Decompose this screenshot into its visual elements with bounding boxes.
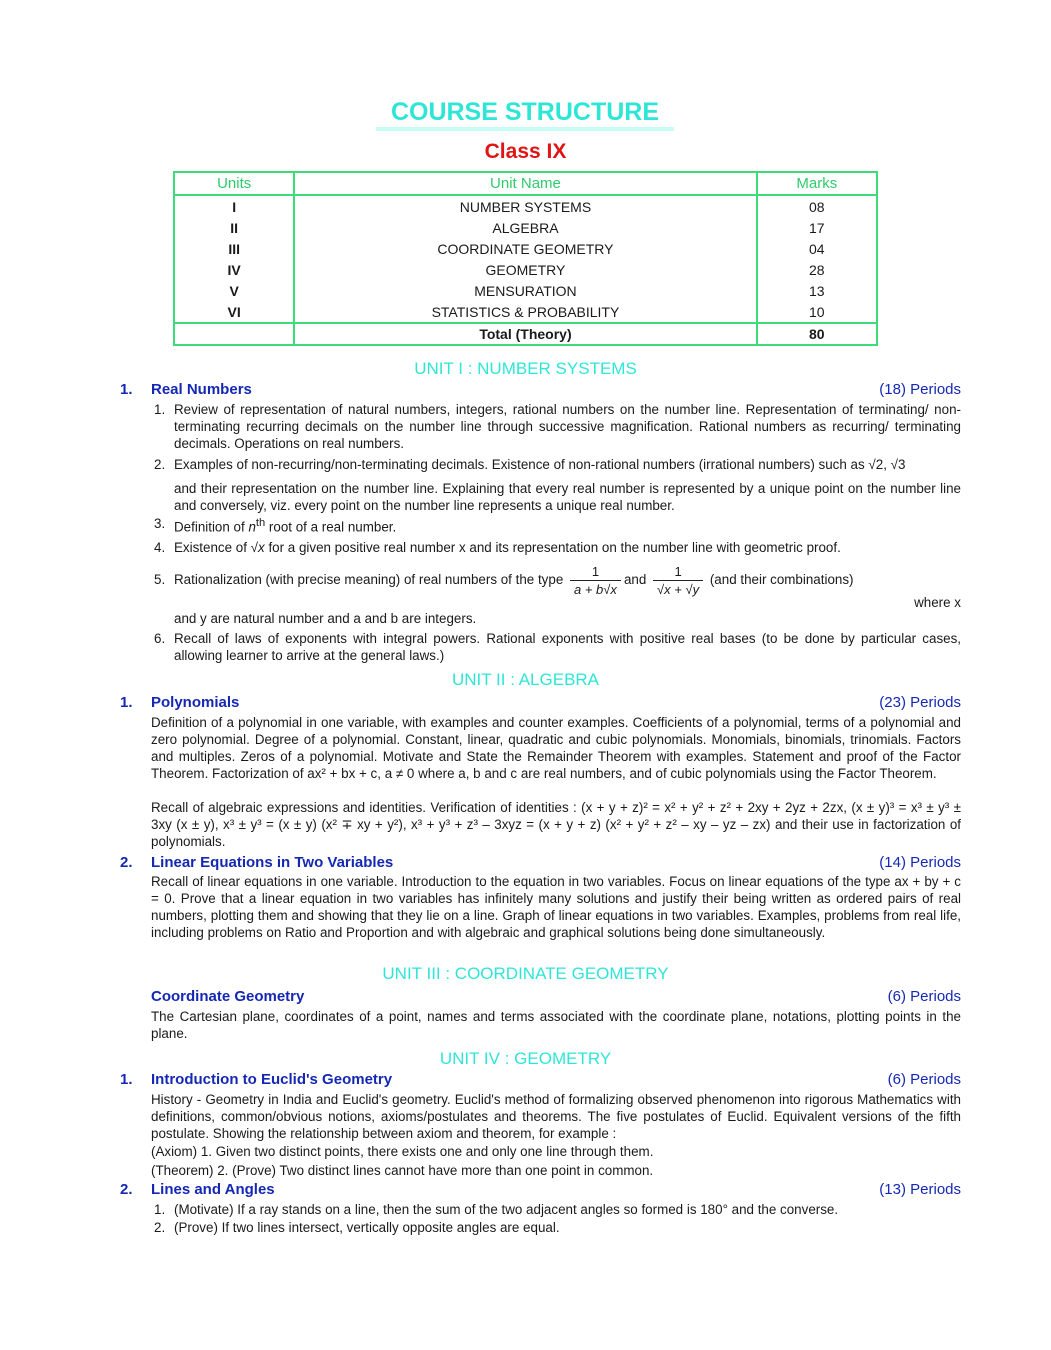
topic-periods: (18) Periods — [879, 381, 961, 398]
unit-heading-geometry: UNIT IV : GEOMETRY — [439, 1049, 612, 1068]
item-text: Examples of non-recurring/non-terminating decimals. Existence of non-rational numbers (irrational numbers) such as √2, √3 — [174, 457, 906, 472]
paragraph: Recall of linear equations in one variable. Introduction to the equation in two variables. Focus on linear equations of the type ax + by + c = 0. Prove that a linear equation in two variables has infinitely many solutions and justify their being written as ordered pairs of real numbers, plotting them and showing that they lie on a line. Graph of linear equations in two variables. Examples, problems from real life, including problems on Ratio and Proportion and with algebraic and graphical solutions being done simultaneously. — [151, 874, 961, 940]
item-number: 2. — [154, 1220, 166, 1235]
list-item — [154, 1201, 961, 1218]
header-marks: Marks — [757, 172, 877, 195]
fraction-1 — [570, 563, 621, 598]
unit-number: IV — [174, 259, 294, 280]
total-empty-cell — [174, 323, 294, 345]
table-header-row — [174, 172, 877, 195]
item-text-part: for a given positive real number x and its representation on the number line with geometric proof. — [264, 540, 841, 555]
item-text-part: Existence of — [174, 540, 251, 555]
topic-coordinate-geometry — [120, 988, 961, 1008]
item-number: 4. — [154, 540, 166, 555]
title-underline — [376, 127, 674, 131]
fraction-numerator: 1 — [653, 563, 703, 581]
unit-heading-coordinate-geometry: UNIT III : COORDINATE GEOMETRY — [382, 964, 669, 983]
paragraph: Recall of algebraic expressions and identities. Verification of identities : (x + y + z)² = x² + y² + z² + 2xy + 2yz + 2zx, (x ± y)³ = x³ ± y³ ± 3xy (x ± y), x³ ± y³ = (x ± y) (x² ∓ xy + y²), x³ + y³ + z³ – 3xyz = (x + y + z) (x² + y² + z² – xy – yz – zx) and their use in factorization of polynomials. — [151, 800, 961, 849]
fraction-denominator: a + b√x — [574, 582, 617, 597]
item-text — [174, 515, 961, 535]
unit-name: GEOMETRY — [294, 259, 756, 280]
unit-number: V — [174, 280, 294, 301]
unit-marks: 13 — [757, 280, 877, 301]
table-row — [174, 301, 877, 323]
paragraph-axiom: (Axiom) 1. Given two distinct points, there exists one and only one line through them. — [151, 1144, 654, 1159]
list-item — [154, 539, 961, 556]
superscript: th — [255, 517, 266, 529]
unit-number: III — [174, 238, 294, 259]
item-text-part: where x — [914, 595, 961, 610]
item-number: 2. — [154, 457, 166, 472]
topic-linear-equations — [120, 854, 961, 874]
list-item — [154, 401, 961, 452]
unit-name: MENSURATION — [294, 280, 756, 301]
list-item — [154, 563, 961, 598]
item-text — [174, 563, 961, 598]
table-row — [174, 280, 877, 301]
list-item — [154, 456, 961, 473]
topic-euclids-geometry — [120, 1071, 961, 1091]
topic-name: Real Numbers — [151, 381, 252, 398]
total-marks: 80 — [757, 323, 877, 345]
table-row — [174, 238, 877, 259]
fraction-numerator: 1 — [570, 563, 621, 581]
topic-periods: (13) Periods — [879, 1181, 961, 1198]
total-label: Total (Theory) — [294, 323, 756, 345]
unit-number: II — [174, 217, 294, 238]
table-total-row — [174, 323, 877, 345]
table-row — [174, 195, 877, 217]
list-item — [154, 515, 961, 535]
item-text: (Motivate) If a ray stands on a line, then the sum of the two adjacent angles so formed is 180° and the converse. — [174, 1202, 839, 1217]
page-title: COURSE STRUCTURE — [390, 98, 660, 126]
table-row — [174, 217, 877, 238]
topic-periods: (23) Periods — [879, 694, 961, 711]
item-text-part: and — [623, 572, 647, 588]
topic-name: Polynomials — [151, 694, 240, 711]
list-item — [154, 630, 961, 664]
item-text: (Prove) If two lines intersect, vertically opposite angles are equal. — [174, 1220, 560, 1235]
unit-name: NUMBER SYSTEMS — [294, 195, 756, 217]
fraction-2 — [653, 563, 703, 598]
item-text-part: Rationalization (with precise meaning) of real numbers of the type — [174, 572, 564, 588]
class-title: Class IX — [484, 140, 567, 163]
unit-number: VI — [174, 301, 294, 323]
unit-marks: 17 — [757, 217, 877, 238]
item-text-part: Definition of — [174, 519, 249, 535]
list-item-continuation — [154, 594, 961, 611]
topic-name: Lines and Angles — [151, 1181, 275, 1198]
list-item — [154, 1219, 961, 1236]
item-number: 1. — [154, 1202, 166, 1217]
unit-heading-number-systems: UNIT I : NUMBER SYSTEMS — [414, 359, 637, 378]
item-text — [174, 539, 961, 556]
item-text-part: root of a real number. — [265, 519, 397, 535]
topic-number: 2. — [120, 854, 133, 871]
item-text-part: (and their combinations) — [709, 572, 854, 588]
topic-polynomials — [120, 694, 961, 714]
item-number: 6. — [154, 631, 166, 646]
topic-number: 1. — [120, 694, 133, 711]
unit-name: COORDINATE GEOMETRY — [294, 238, 756, 259]
topic-real-numbers — [120, 381, 961, 401]
unit-marks: 08 — [757, 195, 877, 217]
topic-name: Introduction to Euclid's Geometry — [151, 1071, 393, 1088]
topic-number: 2. — [120, 1181, 133, 1198]
topic-name: Coordinate Geometry — [151, 988, 305, 1005]
list-item-continuation — [154, 480, 961, 514]
marks-table — [173, 171, 878, 346]
math-variable: n — [248, 519, 256, 535]
unit-name: ALGEBRA — [294, 217, 756, 238]
item-text: and their representation on the number line. Explaining that every real number is represented by a unique point on the number line and conversely, viz. every point on the number line represents a unique real number. — [174, 481, 961, 513]
sqrt-expression: √x — [250, 540, 265, 555]
topic-number: 1. — [120, 381, 133, 398]
item-text: Review of representation of natural numbers, integers, rational numbers on the number line. Representation of terminating/ non-terminating recurring decimals on the number line through successive magnification. Rational numbers as recurring/ terminating decimals. Operations on real numbers. — [174, 402, 961, 451]
list-item-continuation — [154, 610, 961, 627]
paragraph: The Cartesian plane, coordinates of a point, names and terms associated with the coordinate plane, notations, plotting points in the plane. — [151, 1009, 961, 1041]
unit-marks: 28 — [757, 259, 877, 280]
item-text: Recall of laws of exponents with integral powers. Rational exponents with positive real bases (to be done by particular cases, allowing learner to arrive at the general laws.) — [174, 631, 961, 663]
table-row — [174, 259, 877, 280]
topic-periods: (6) Periods — [887, 988, 961, 1005]
topic-number: 1. — [120, 1071, 133, 1088]
item-number: 5. — [154, 572, 166, 587]
item-number: 3. — [154, 516, 166, 531]
paragraph-theorem: (Theorem) 2. (Prove) Two distinct lines cannot have more than one point in common. — [151, 1163, 654, 1178]
fraction-denominator: √x + √y — [657, 582, 700, 597]
unit-number: I — [174, 195, 294, 217]
item-number: 1. — [154, 402, 166, 417]
topic-name: Linear Equations in Two Variables — [151, 854, 394, 871]
topic-periods: (6) Periods — [887, 1071, 961, 1088]
topic-lines-and-angles — [120, 1181, 961, 1201]
unit-heading-algebra: UNIT II : ALGEBRA — [451, 670, 600, 689]
header-unit-name: Unit Name — [294, 172, 756, 195]
unit-name: STATISTICS & PROBABILITY — [294, 301, 756, 323]
paragraph: Definition of a polynomial in one variable, with examples and counter examples. Coefficients of a polynomial, terms of a polynomial and zero polynomial. Degree of a polynomial. Constant, linear, quadratic and cubic polynomials. Monomials, binomials, trinomials. Factors and multiples. Zeros of a polynomial. Motivate and State the Remainder Theorem with examples. Statement and proof of the Factor Theorem. Factorization of ax² + bx + c, a ≠ 0 where a, b and c are real numbers, and of cubic polynomials using the Factor Theorem. — [151, 715, 961, 781]
unit-marks: 10 — [757, 301, 877, 323]
paragraph: History - Geometry in India and Euclid's geometry. Euclid's method of formalizing observed phenomenon into rigorous Mathematics with definitions, common/obvious notions, axioms/postulates and theorems. The five postulates of Euclid. Equivalent versions of the fifth postulate. Showing the relationship between axiom and theorem, for example : — [151, 1092, 961, 1141]
header-units: Units — [174, 172, 294, 195]
item-text: and y are natural number and a and b are integers. — [174, 611, 477, 626]
unit-marks: 04 — [757, 238, 877, 259]
topic-periods: (14) Periods — [879, 854, 961, 871]
